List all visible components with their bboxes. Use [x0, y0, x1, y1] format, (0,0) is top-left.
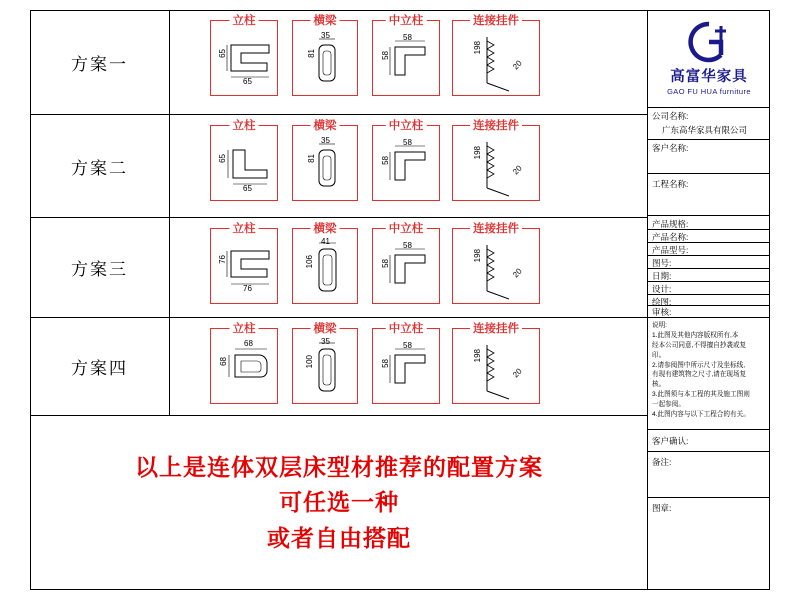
option-label: 方案一	[30, 10, 170, 114]
option-row	[30, 115, 648, 218]
post-c-profile-icon	[211, 229, 279, 305]
terms-title: 说明:	[652, 322, 668, 329]
field-label: 产品型号:	[652, 245, 689, 255]
company-name-cn: 高富华家具	[670, 69, 748, 85]
dim-angled: 20	[511, 163, 524, 177]
dim-horizontal: 58	[403, 33, 412, 42]
part-title: 中立柱	[386, 117, 427, 133]
terms-line: 核。	[652, 381, 666, 389]
option-label: 方案三	[30, 218, 170, 317]
part-cell	[292, 120, 358, 201]
dim-vertical: 58	[381, 156, 390, 165]
note-line: 以上是连体双层床型材推荐的配置方案	[135, 453, 543, 480]
part-cell	[292, 15, 358, 96]
field-label: 审核:	[652, 307, 672, 317]
hanger-profile-icon	[453, 21, 541, 97]
hanger-profile-icon	[453, 329, 541, 405]
field-label: 产品名称:	[652, 232, 689, 242]
dim-horizontal: 58	[403, 341, 412, 350]
dim-angled: 20	[511, 266, 524, 280]
dim-horizontal: 65	[243, 184, 252, 193]
part-title: 连接挂件	[470, 12, 522, 28]
terms-line: 2.请参阅图中所示尺寸及坐标线,	[652, 361, 746, 369]
dim-vertical: 58	[381, 359, 390, 368]
part-title: 连接挂件	[470, 117, 522, 133]
summary-note	[30, 416, 648, 590]
part-cell	[210, 223, 278, 304]
field-label: 图章:	[652, 503, 672, 513]
field-customer	[648, 140, 770, 174]
dim-horizontal: 35	[321, 31, 330, 40]
customer-confirm-box	[648, 430, 770, 452]
dim-horizontal: 68	[244, 339, 253, 348]
dim-vertical: 198	[473, 249, 482, 263]
part-cell	[210, 323, 278, 404]
part-title: 横梁	[311, 220, 340, 236]
note-line: 或者自由搭配	[267, 524, 411, 551]
part-title: 横梁	[311, 117, 340, 133]
dim-horizontal: 41	[321, 237, 330, 246]
field-label: 公司名称:	[652, 111, 689, 121]
company-name-en: GAO FU HUA furniture	[667, 87, 751, 96]
field-label: 客户确认:	[652, 436, 689, 446]
terms-box	[648, 318, 770, 430]
dim-horizontal: 76	[243, 284, 252, 293]
part-title: 连接挂件	[470, 220, 522, 236]
part-title: 横梁	[311, 320, 340, 336]
part-cell	[372, 15, 440, 96]
company-logo	[648, 10, 770, 108]
terms-line: 1.此图及其他内容版权所有,本	[652, 331, 739, 339]
dim-vertical: 81	[307, 49, 316, 58]
part-cell	[372, 223, 440, 304]
option-row	[30, 318, 648, 416]
part-title: 中立柱	[386, 320, 427, 336]
part-cell	[452, 120, 540, 201]
terms-text	[652, 321, 767, 420]
dim-vertical: 198	[473, 41, 482, 55]
field-label: 备注:	[652, 457, 672, 467]
dim-vertical: 68	[219, 357, 228, 366]
field-value: 广东高华家具有限公司	[662, 125, 748, 135]
hanger-profile-icon	[453, 229, 541, 305]
hanger-profile-icon	[453, 126, 541, 202]
part-cell	[452, 323, 540, 404]
part-cell	[452, 15, 540, 96]
title-block	[648, 10, 770, 590]
field-label: 客户名称:	[652, 143, 689, 153]
terms-line: 经本公司同意,不得擅自抄袭或复	[652, 341, 747, 349]
terms-line: 有现有建筑物之尺寸,请在现场复	[652, 371, 747, 379]
field-product-group	[648, 216, 770, 318]
terms-line: 一起参阅。	[652, 401, 685, 409]
dim-angled: 20	[511, 58, 524, 72]
dim-vertical: 58	[381, 51, 390, 60]
note-line: 可任选一种	[279, 489, 399, 516]
part-cell	[372, 120, 440, 201]
part-cell	[210, 15, 278, 96]
dim-vertical: 106	[305, 255, 314, 269]
option-row	[30, 10, 648, 115]
option-label: 方案四	[30, 318, 170, 415]
options-area	[30, 10, 648, 590]
dim-vertical: 198	[473, 146, 482, 160]
part-title: 横梁	[311, 12, 340, 28]
terms-line: 印。	[652, 351, 666, 359]
remark-box	[648, 452, 770, 498]
part-cell	[292, 323, 358, 404]
part-cell	[372, 323, 440, 404]
gfh-logo-icon	[688, 21, 730, 63]
field-label: 日期:	[652, 271, 672, 281]
dim-vertical: 65	[218, 154, 227, 163]
field-project	[648, 174, 770, 216]
part-title: 立柱	[230, 12, 259, 28]
dim-horizontal: 65	[243, 77, 252, 86]
field-label: 工程名称:	[652, 179, 689, 189]
part-title: 中立柱	[386, 12, 427, 28]
dim-vertical: 81	[307, 154, 316, 163]
dim-vertical: 76	[218, 255, 227, 264]
dim-angled: 20	[511, 366, 524, 380]
part-title: 立柱	[230, 117, 259, 133]
dim-horizontal: 35	[321, 337, 330, 346]
dim-horizontal: 58	[403, 138, 412, 147]
field-label: 产品规格:	[652, 219, 689, 229]
part-title: 立柱	[230, 220, 259, 236]
field-company	[648, 108, 770, 140]
dim-horizontal: 35	[321, 136, 330, 145]
dim-vertical: 65	[218, 49, 227, 58]
terms-line: 3.此图须与本工程的其及施工图则	[652, 391, 750, 399]
dim-vertical: 100	[305, 355, 314, 369]
dim-vertical: 58	[381, 259, 390, 268]
option-label: 方案二	[30, 115, 170, 217]
part-title: 中立柱	[386, 220, 427, 236]
dim-vertical: 198	[473, 349, 482, 363]
field-label: 设计:	[652, 284, 672, 294]
part-cell	[452, 223, 540, 304]
part-title: 连接挂件	[470, 320, 522, 336]
part-cell	[210, 120, 278, 201]
part-cell	[292, 223, 358, 304]
stamp-box	[648, 498, 770, 590]
field-label: 绘图:	[652, 297, 672, 307]
field-label: 图号:	[652, 258, 672, 268]
part-title: 立柱	[230, 320, 259, 336]
dim-horizontal: 58	[403, 241, 412, 250]
terms-line: 4.此图内容与以下工程合的有关。	[652, 411, 750, 419]
option-row	[30, 218, 648, 318]
